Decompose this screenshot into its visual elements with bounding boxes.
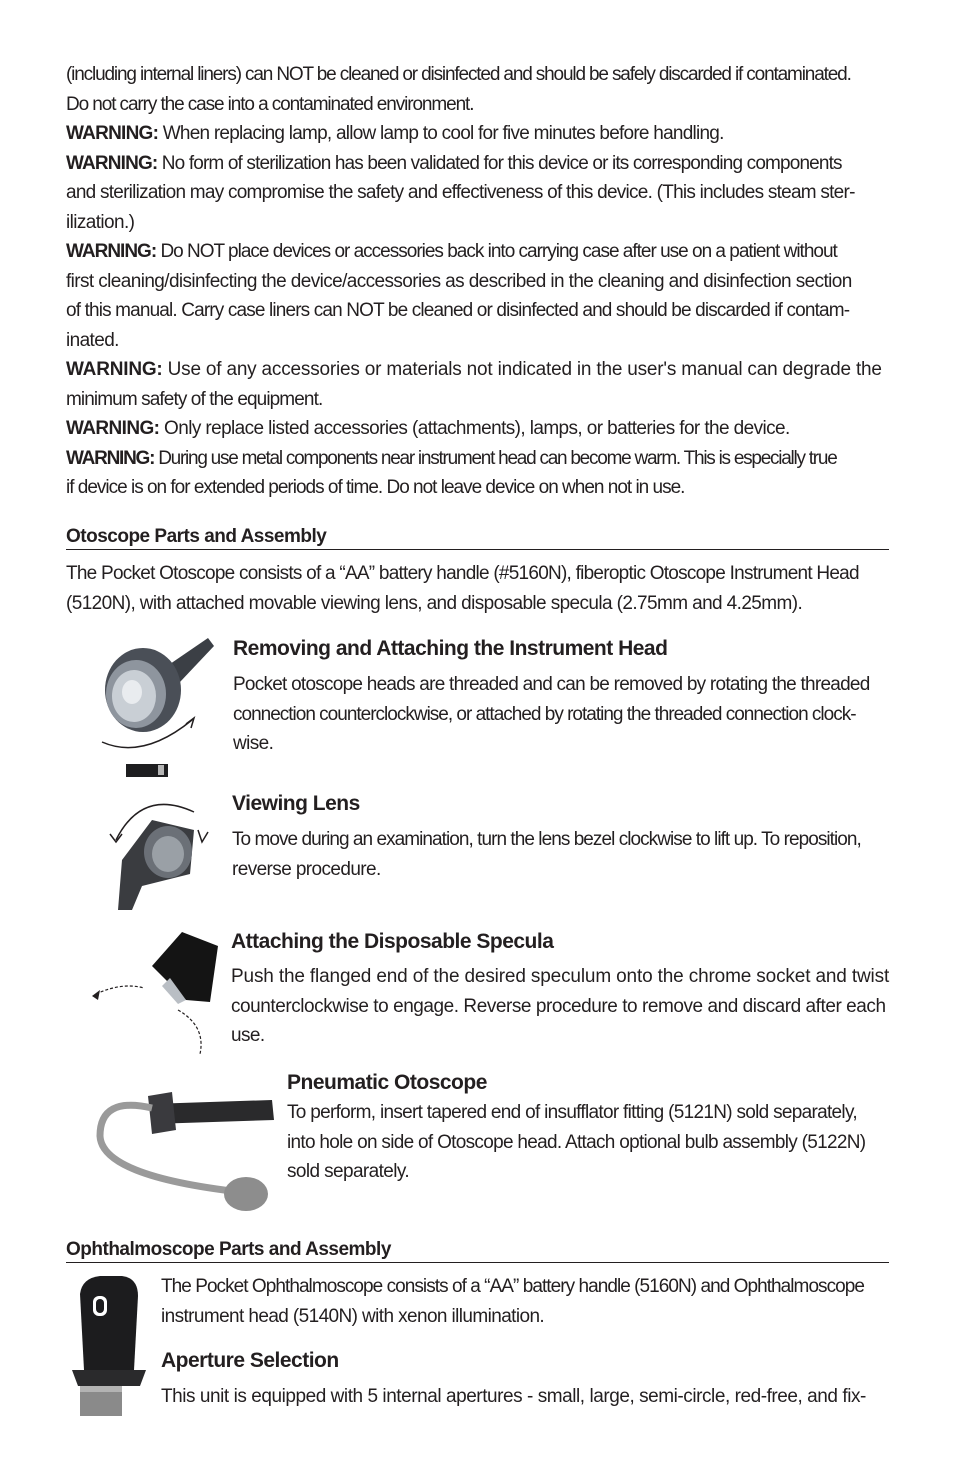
ophthalmoscope-head-image — [66, 1274, 156, 1418]
warning-2-cont: and sterilization may compromise the safety and effectiveness of this device. (This includes steam ster- — [66, 182, 855, 203]
otoscope-section-heading: Otoscope Parts and Assembly — [66, 526, 889, 550]
warnings-block — [66, 60, 888, 503]
aperture-selection-text: This unit is equipped with 5 internal apertures - small, large, semi-circle, red-free, and fix- — [161, 1386, 866, 1407]
specula-image — [82, 926, 228, 1072]
removing-head-title: Removing and Attaching the Instrument Head — [233, 637, 668, 660]
otoscope-intro: The Pocket Otoscope consists of a “AA” battery handle (#5160N), fiberoptic Otoscope Instrument Head (5120N), with attached movable viewing lens, and disposable specula (2.75mm and 4.25mm). — [66, 563, 859, 614]
warning-5: WARNING: Only replace listed accessories (attachments), lamps, or batteries for the device. — [66, 418, 790, 439]
warning-3: WARNING: Do NOT place devices or accessories back into carrying case after use on a patient without — [66, 241, 837, 262]
warning-3-cont: first cleaning/disinfecting the device/accessories as described in the cleaning and disinfection section — [66, 270, 852, 292]
pneumatic-otoscope-image — [90, 1076, 286, 1228]
warning-4-cont: minimum safety of the equipment. — [66, 388, 323, 410]
viewing-lens-image — [102, 790, 218, 910]
pneumatic-text: To perform, insert tapered end of insufflator fitting (5121N) sold separately, into hole on side of Otoscope head. Attach optional bulb assembly (5122N) sold separately. — [287, 1102, 866, 1182]
warning-3-cont: inated. — [66, 329, 119, 351]
specula-text: Push the flanged end of the desired speculum onto the chrome socket and twist counterclockwise to engage. Reverse procedure to remove and discard after each use. — [231, 966, 890, 1046]
ophthalmoscope-section-heading: Ophthalmoscope Parts and Assembly — [66, 1239, 889, 1263]
continued-text: Do not carry the case into a contaminated environment. — [66, 93, 474, 115]
viewing-lens-text: To move during an examination, turn the lens bezel clockwise to lift up. To reposition, reverse procedure. — [232, 829, 861, 880]
warning-1: WARNING: When replacing lamp, allow lamp to cool for five minutes before handling. — [66, 123, 724, 144]
warning-3-cont: of this manual. Carry case liners can NOT be cleaned or disinfected and should be discarded if contam- — [66, 300, 850, 321]
ophthalmoscope-intro: The Pocket Ophthalmoscope consists of a “AA” battery handle (5160N) and Ophthalmoscope instrument head (5140N) with xenon illumination. — [161, 1276, 865, 1327]
aperture-selection-title: Aperture Selection — [161, 1349, 339, 1372]
warning-2-cont: ilization.) — [66, 211, 135, 233]
specula-title: Attaching the Disposable Specula — [231, 930, 554, 953]
warning-6-cont: if device is on for extended periods of time. Do not leave device on when not in use. — [66, 477, 685, 498]
warning-6: WARNING: During use metal components near instrument head can become warm. This is especially true — [66, 447, 837, 469]
continued-text: (including internal liners) can NOT be cleaned or disinfected and should be safely discarded if contaminated. — [66, 64, 851, 85]
removing-head-text: Pocket otoscope heads are threaded and can be removed by rotating the threaded connection counterclockwise, or attached by rotating the threaded connection clock- wise. — [233, 674, 870, 754]
warning-4: WARNING: Use of any accessories or materials not indicated in the user's manual can degrade the — [66, 359, 882, 380]
viewing-lens-title: Viewing Lens — [232, 792, 360, 815]
pneumatic-title: Pneumatic Otoscope — [287, 1071, 487, 1094]
otoscope-head-image — [88, 632, 228, 777]
warning-2: WARNING: No form of sterilization has been validated for this device or its corresponding components — [66, 152, 842, 174]
